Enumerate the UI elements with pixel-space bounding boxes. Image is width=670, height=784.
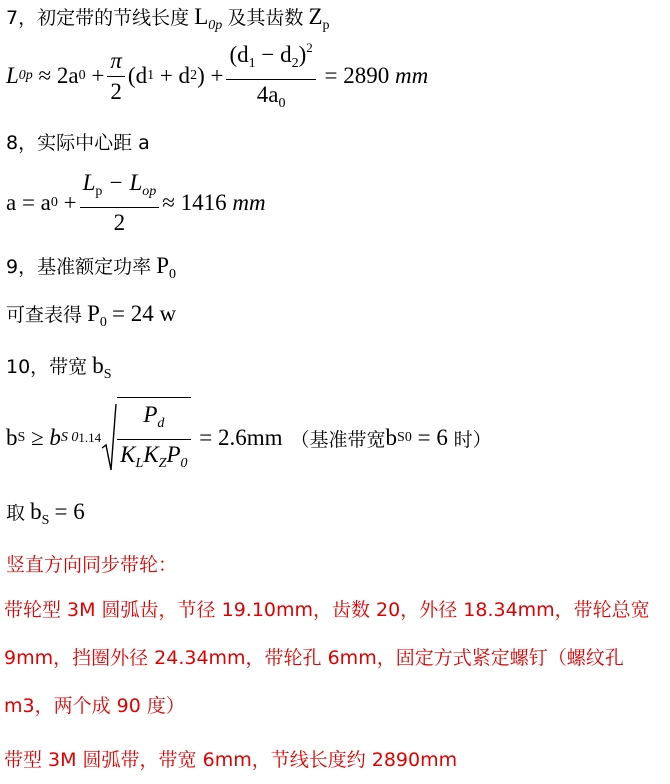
radical-sign-icon — [101, 402, 117, 474]
formula-belt-width: b S ≥ b S 0 1.14 $\frac{P_d}{K_LK_ZP_0}$ = 2.6mm （基准带宽 b S0 = 6 时） — [6, 398, 492, 478]
section-9-heading: 9，基准额定功率 P0 — [6, 253, 176, 282]
formula-center-distance: a = a 0 + $\frac{L_p - L_{op}}{2}$ ≈ 1416 mm — [6, 168, 266, 238]
length-difference-fraction: $\frac{L_p - L_{op}}{2}$ — [80, 168, 160, 238]
pulley-spec-paragraph: 带轮型 3M 圆弧齿，节径 19.10mm，齿数 20，外径 18.34mm，带轮总宽 9mm，挡圈外径 24.34mm，带轮孔 6mm，固定方式紧定螺钉（螺纹孔 m3，两个成 90 度） — [4, 599, 650, 717]
formula-belt-length: L 0p ≈ 2a 0 + $\frac{\pi}{2}$ (d 1 + d 2 ) + $\frac{(d_1 - d_2)^2}{4a_0}$ = 2890 mm — [6, 40, 428, 112]
section-8-heading: 8，实际中心距 a — [6, 132, 150, 154]
section-10-heading: 10，带宽 bS — [6, 353, 112, 382]
diameter-difference-fraction: $\frac{(d_1 - d_2)^2}{4a_0}$ — [226, 33, 315, 119]
square-root — [101, 397, 193, 479]
belt-width-choice: 取 bS = 6 — [6, 499, 85, 528]
rated-power-lookup: 可查表得 P0 = 24 w — [6, 301, 177, 330]
section-7-heading: 7，初定带的节线长度 L0p 及其齿数 Zp — [6, 4, 330, 33]
pi-over-2-fraction: $\frac{\pi}{2}$ — [107, 46, 125, 107]
power-ratio-fraction: $\frac{P_d}{K_LK_ZP_0}$ — [117, 397, 190, 479]
belt-spec-paragraph: 带型 3M 圆弧带，带宽 6mm，节线长度约 2890mm — [4, 749, 458, 771]
vertical-pulley-title: 竖直方向同步带轮： — [6, 554, 178, 576]
